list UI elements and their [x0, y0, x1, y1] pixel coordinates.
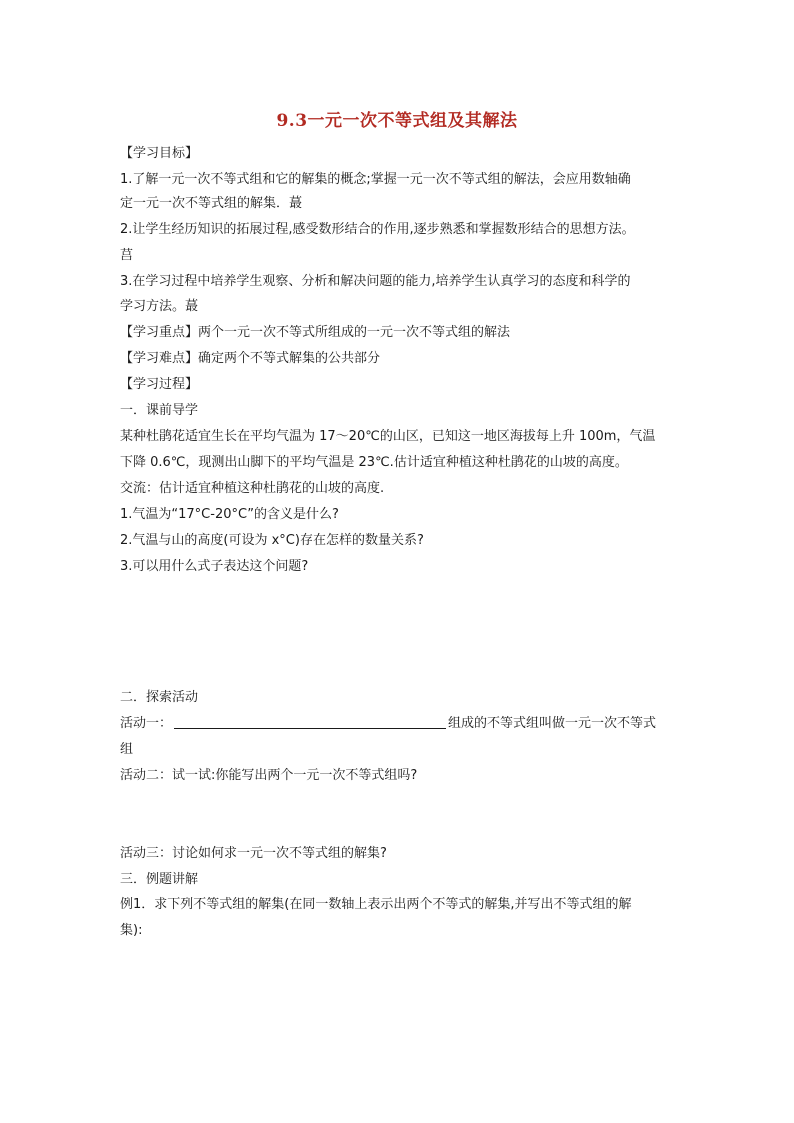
- section-1-heading: 一．课前导学: [120, 403, 199, 418]
- activity-1-suffix: 组成的不等式组叫做一元一次不等式: [448, 716, 657, 731]
- question-1: 1.气温为“17°C-20°C”的含义是什么?: [120, 507, 339, 522]
- example-line-1: 例1．求下列不等式组的解集(在同一数轴上表示出两个不等式的解集,并写出不等式组的解: [120, 897, 632, 912]
- process-heading: 【学习过程】: [120, 377, 199, 392]
- activity-1-prefix: 活动一：: [120, 716, 173, 731]
- activity-2: 活动二：试一试:你能写出两个一元一次不等式组吗?: [120, 768, 418, 783]
- goal-3-line-2: 学习方法。蕞: [120, 299, 199, 314]
- problem-line-1: 某种杜鹃花适宜生长在平均气温为 17～20℃的山区，已知这一地区海拔每上升 100m，气温: [120, 429, 656, 444]
- example-line-2: 集):: [120, 923, 143, 938]
- goals-heading: 【学习目标】: [120, 146, 199, 161]
- difficulty: 【学习难点】确定两个不等式解集的公共部分: [120, 351, 381, 366]
- question-3: 3.可以用什么式子表达这个问题?: [120, 559, 309, 574]
- goal-1-line-2: 定一元一次不等式组的解集．蕞: [120, 196, 303, 211]
- goal-2-line-2: 莒: [120, 248, 134, 263]
- exchange-text: 交流：估计适宜种植这种杜鹃花的山坡的高度.: [120, 481, 385, 496]
- problem-line-2: 下降 0.6℃，现测出山脚下的平均气温是 23℃.估计适宜种植这种杜鹃花的山坡的高度。: [120, 455, 628, 470]
- document-title: 9.3一元一次不等式组及其解法: [276, 111, 518, 131]
- question-2: 2.气温与山的高度(可设为 x°C)存在怎样的数量关系?: [120, 533, 424, 548]
- goal-1-line-1: 1.了解一元一次不等式组和它的解集的概念;掌握一元一次不等式组的解法，会应用数轴确: [120, 172, 631, 187]
- key-point: 【学习重点】两个一元一次不等式所组成的一元一次不等式组的解法: [120, 325, 511, 340]
- fill-in-blank[interactable]: [174, 716, 446, 729]
- section-2-heading: 二．探索活动: [120, 690, 199, 705]
- activity-1-line-2: 组: [120, 742, 134, 757]
- activity-3: 活动三：讨论如何求一元一次不等式组的解集?: [120, 846, 387, 861]
- activity-1-line-1: [120, 716, 680, 732]
- goal-3-line-1: 3.在学习过程中培养学生观察、分析和解决问题的能力,培养学生认真学习的态度和科学的: [120, 274, 631, 289]
- section-3-heading: 三．例题讲解: [120, 872, 199, 887]
- goal-2-line-1: 2.让学生经历知识的拓展过程,感受数形结合的作用,逐步熟悉和掌握数形结合的思想方法。: [120, 222, 635, 237]
